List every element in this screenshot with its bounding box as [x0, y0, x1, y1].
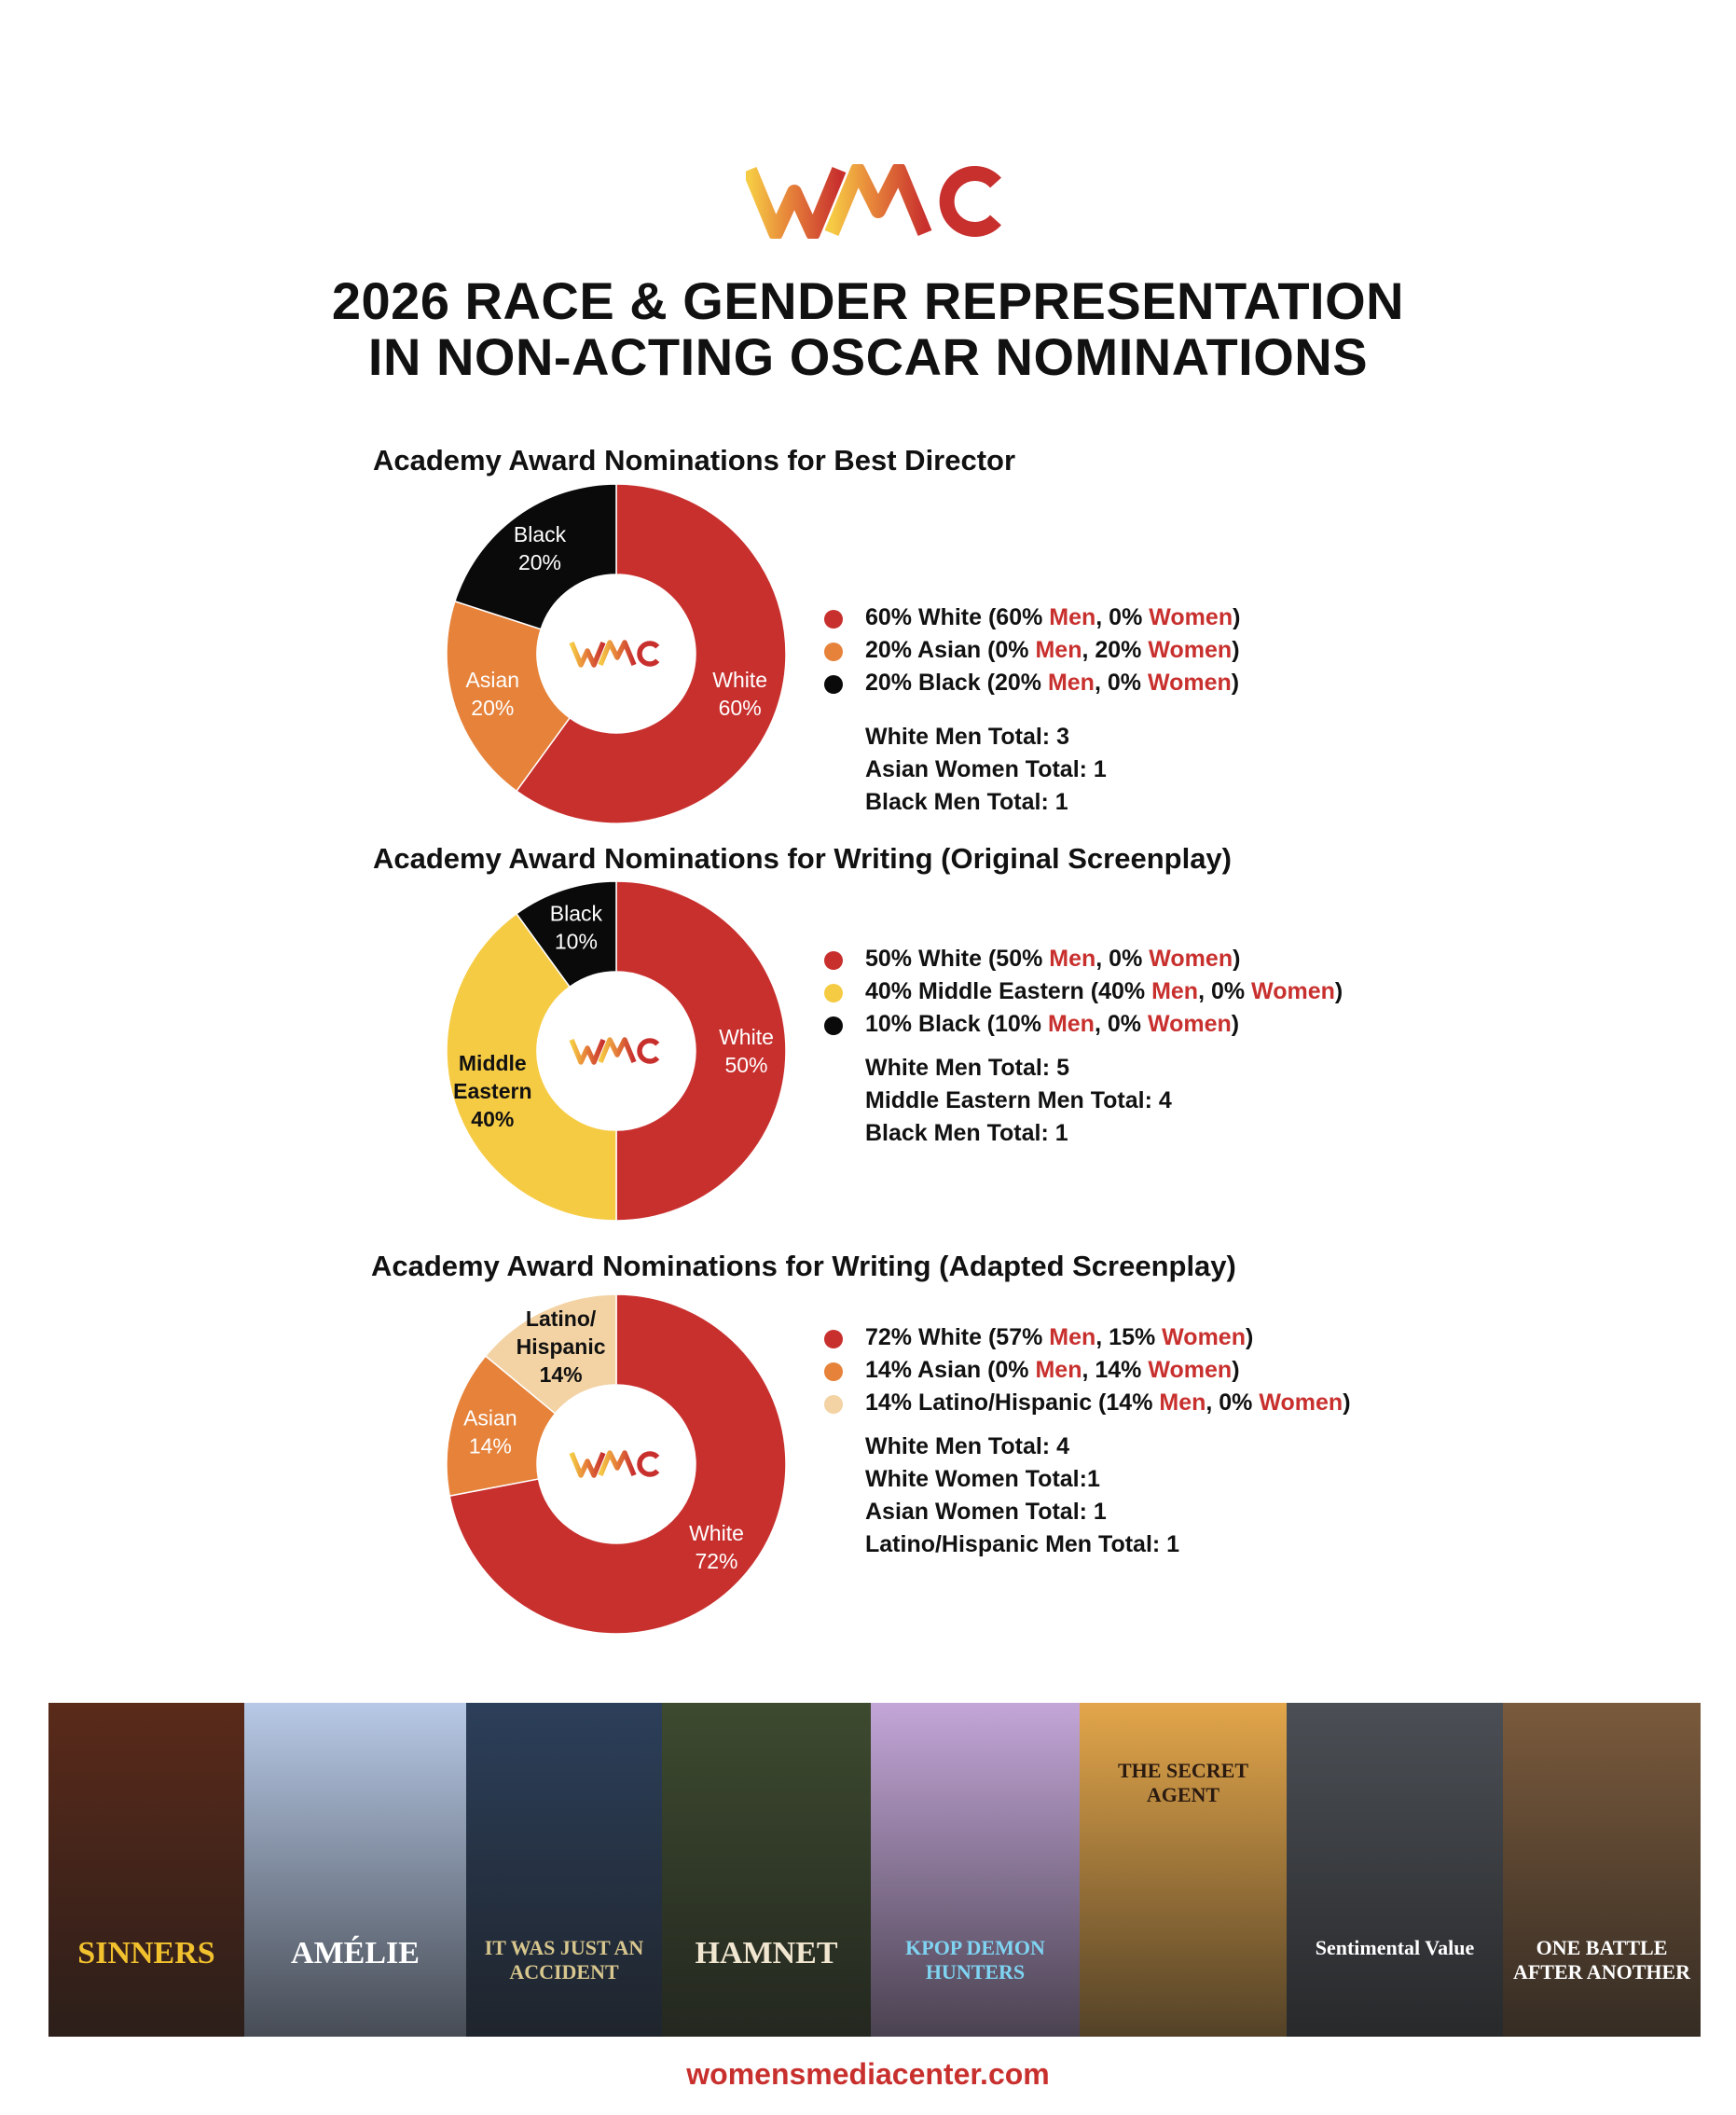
- legend-text-mid: , 20%: [1082, 637, 1149, 663]
- legend-item: [824, 667, 1240, 699]
- legend-text-women: Women: [1149, 604, 1233, 630]
- movie-poster: [1287, 1703, 1503, 2037]
- legend-swatch: [824, 951, 843, 970]
- legend-text-post: ): [1231, 670, 1240, 696]
- legend-text-pre: 20% Asian (0%: [865, 637, 1036, 663]
- legend-text-mid: , 0%: [1206, 1389, 1260, 1416]
- legend-text-men: Men: [1049, 604, 1096, 630]
- legend-text-pre: 40% Middle Eastern (40%: [865, 978, 1152, 1004]
- poster-strip: [48, 1703, 1701, 2037]
- legend-swatch: [824, 1362, 843, 1381]
- legend-text-pre: 60% White (60%: [865, 604, 1050, 630]
- legend-text-pre: 14% Asian (0%: [865, 1357, 1036, 1383]
- total-line: Black Men Total: 1: [865, 789, 1068, 815]
- movie-poster: [48, 1703, 244, 2037]
- legend-text-women: Women: [1259, 1389, 1343, 1416]
- legend-text-post: ): [1231, 1011, 1240, 1037]
- legend-swatch: [824, 1330, 843, 1348]
- legend-item: [824, 1321, 1351, 1354]
- legend-text-post: ): [1334, 978, 1343, 1004]
- legend-text-post: ): [1343, 1389, 1351, 1416]
- total-line: Middle Eastern Men Total: 4: [865, 1087, 1172, 1113]
- total-line: Black Men Total: 1: [865, 1120, 1068, 1146]
- legend-director: [824, 601, 1240, 699]
- totals-adapted-screenplay: [865, 1431, 1179, 1561]
- legend-text-pre: 72% White (57%: [865, 1324, 1050, 1350]
- donut-chart-director: [444, 481, 789, 826]
- legend-text-mid: , 0%: [1094, 1011, 1148, 1037]
- legend-text-women: Women: [1147, 670, 1232, 696]
- poster-title: KPOP DEMON HUNTERS: [905, 1936, 1045, 1984]
- poster-title: SINNERS: [77, 1936, 215, 1970]
- legend-item: [824, 1354, 1351, 1387]
- poster-title: ONE BATTLE AFTER ANOTHER: [1512, 1936, 1691, 1984]
- legend-text-women: Women: [1149, 946, 1233, 972]
- legend-item: [824, 943, 1343, 975]
- poster-title: Sentimental Value: [1315, 1936, 1475, 1959]
- footer-url: womensmediacenter.com: [686, 2057, 1050, 2091]
- slice-label-black: Black 10%: [549, 901, 603, 954]
- legend-text-men: Men: [1151, 978, 1199, 1004]
- legend-item: [824, 975, 1343, 1008]
- movie-poster: [244, 1703, 466, 2037]
- donut-chart-original-screenplay: [444, 878, 789, 1223]
- legend-text-men: Men: [1049, 1324, 1096, 1350]
- slice-label-white: White 72%: [689, 1520, 744, 1573]
- chart-title-adapted-screenplay: Academy Award Nominations for Writing (Adapted Screenplay): [371, 1250, 1236, 1282]
- legend-adapted-screenplay: [824, 1321, 1351, 1419]
- slice-label-white: White 50%: [719, 1025, 774, 1077]
- slice-label-latino-hispanic: Latino/ Hispanic 14%: [516, 1306, 606, 1387]
- wmc-logo: [746, 164, 1007, 239]
- legend-text-pre: 20% Black (20%: [865, 670, 1048, 696]
- legend-text-post: ): [1232, 1357, 1240, 1383]
- total-line: Asian Women Total: 1: [865, 756, 1107, 782]
- legend-text-mid: , 0%: [1094, 670, 1148, 696]
- poster-title: AMÉLIE: [291, 1936, 420, 1970]
- legend-text-mid: , 0%: [1198, 978, 1252, 1004]
- legend-text-pre: 10% Black (10%: [865, 1011, 1048, 1037]
- legend-text-pre: 50% White (50%: [865, 946, 1050, 972]
- legend-text-women: Women: [1162, 1324, 1246, 1350]
- legend-swatch: [824, 675, 843, 694]
- legend-item: [824, 1008, 1343, 1041]
- legend-text-women: Women: [1147, 1011, 1232, 1037]
- page-title-line2: IN NON-ACTING OSCAR NOMINATIONS: [367, 327, 1369, 386]
- total-line: White Women Total:1: [865, 1466, 1100, 1492]
- chart-title-director: Academy Award Nominations for Best Director: [373, 444, 1016, 477]
- legend-text-men: Men: [1047, 670, 1095, 696]
- center-logo: [572, 1040, 657, 1062]
- slice-label-black: Black 20%: [513, 522, 567, 575]
- movie-poster: [466, 1703, 662, 2037]
- legend-text-post: ): [1232, 637, 1240, 663]
- totals-director: [865, 721, 1107, 819]
- slice-label-white: White 60%: [712, 668, 768, 721]
- legend-text-men: Men: [1035, 1357, 1082, 1383]
- slice-label-asian: Asian 20%: [465, 668, 520, 721]
- poster-title: THE SECRET AGENT: [1118, 1759, 1248, 1806]
- legend-text-pre: 14% Latino/Hispanic (14%: [865, 1389, 1160, 1416]
- legend-text-mid: , 0%: [1095, 946, 1150, 972]
- legend-swatch: [824, 610, 843, 629]
- slice-label-middle-eastern: Middle Eastern 40%: [453, 1051, 532, 1132]
- movie-poster: [1080, 1703, 1287, 2037]
- legend-text-post: ): [1233, 946, 1241, 972]
- total-line: Latino/Hispanic Men Total: 1: [865, 1531, 1180, 1557]
- total-line: White Men Total: 4: [865, 1433, 1069, 1459]
- movie-poster: [1503, 1703, 1701, 2037]
- poster-title: HAMNET: [695, 1936, 838, 1970]
- legend-text-men: Men: [1159, 1389, 1206, 1416]
- poster-title: IT WAS JUST AN ACCIDENT: [484, 1936, 644, 1984]
- chart-title-original-screenplay: Academy Award Nominations for Writing (Original Screenplay): [373, 842, 1232, 875]
- movie-poster: [662, 1703, 871, 2037]
- totals-original-screenplay: [865, 1052, 1172, 1150]
- legend-text-men: Men: [1049, 946, 1096, 972]
- legend-text-post: ): [1233, 604, 1241, 630]
- legend-swatch: [824, 1395, 843, 1414]
- legend-swatch: [824, 1016, 843, 1035]
- legend-swatch: [824, 984, 843, 1002]
- center-logo: [572, 643, 657, 665]
- legend-text-women: Women: [1148, 1357, 1233, 1383]
- legend-text-women: Women: [1251, 978, 1335, 1004]
- legend-item: [824, 601, 1240, 634]
- legend-text-women: Women: [1148, 637, 1233, 663]
- legend-swatch: [824, 643, 843, 661]
- donut-chart-adapted-screenplay: [444, 1292, 789, 1637]
- total-line: Asian Women Total: 1: [865, 1499, 1107, 1525]
- legend-text-mid: , 15%: [1095, 1324, 1163, 1350]
- legend-original-screenplay: [824, 943, 1343, 1041]
- total-line: White Men Total: 5: [865, 1055, 1069, 1081]
- page-title-line1: 2026 RACE & GENDER REPRESENTATION: [331, 271, 1405, 330]
- legend-text-men: Men: [1047, 1011, 1095, 1037]
- legend-text-post: ): [1245, 1324, 1254, 1350]
- legend-text-men: Men: [1035, 637, 1082, 663]
- legend-item: [824, 1387, 1351, 1419]
- legend-text-mid: , 14%: [1082, 1357, 1149, 1383]
- movie-poster: [871, 1703, 1080, 2037]
- slice-label-asian: Asian 14%: [463, 1405, 517, 1458]
- total-line: White Men Total: 3: [865, 724, 1069, 750]
- center-logo: [572, 1453, 657, 1475]
- legend-item: [824, 634, 1240, 667]
- legend-text-mid: , 0%: [1095, 604, 1150, 630]
